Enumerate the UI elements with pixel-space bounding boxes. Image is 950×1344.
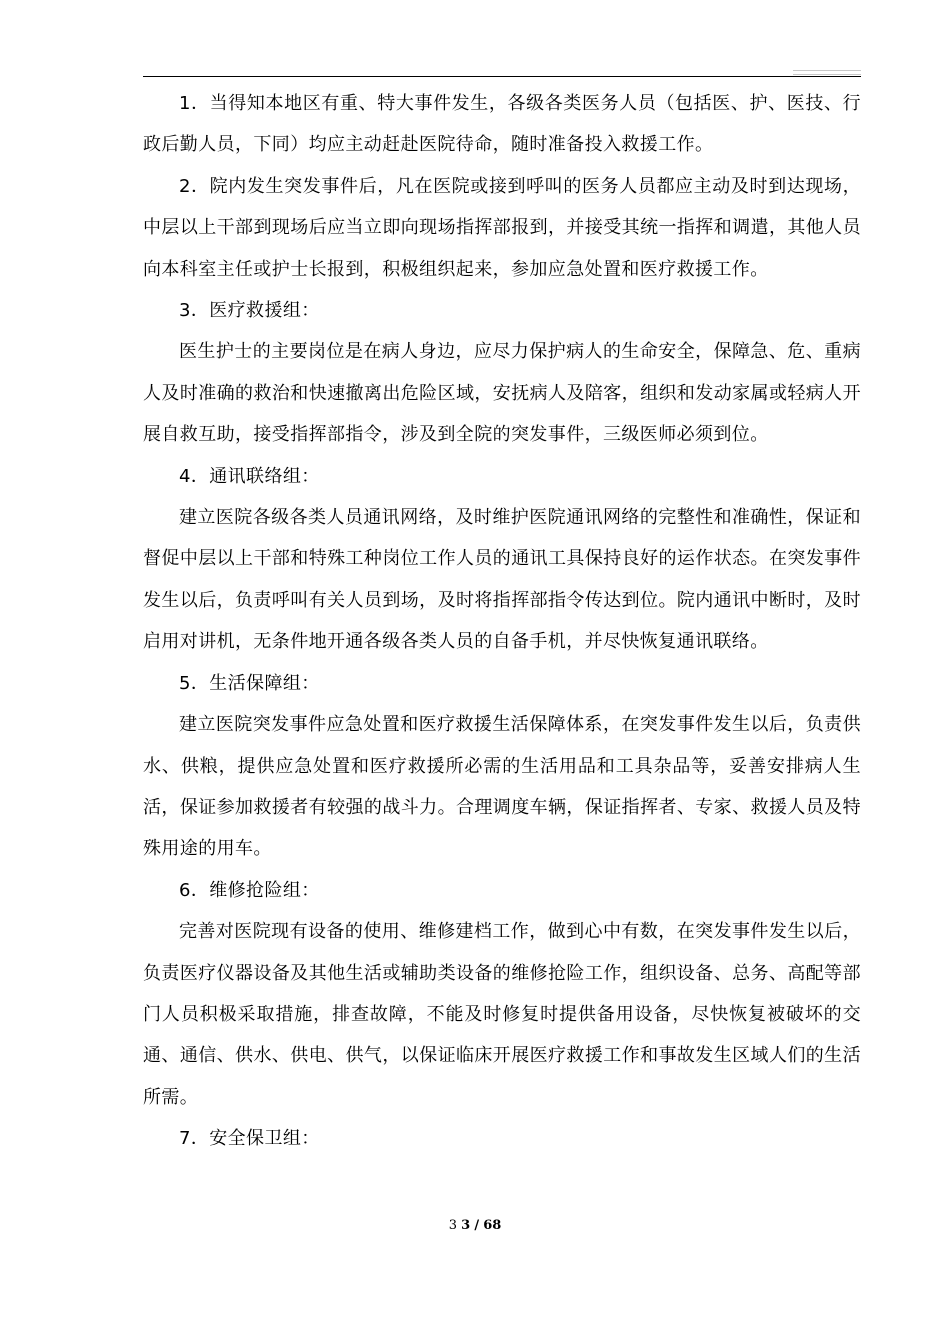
paragraph-communication: 建立医院各级各类人员通讯网络，及时维护医院通讯网络的完整性和准确性，保证和督促中层以上干部和特殊工种岗位工作人员的通讯工具保持良好的运作状态。在突发事件发生以后，负责呼叫有关人员到场，及时将指挥部指令传达到位。院内通讯中断时，及时启用对讲机，无条件地开通各级各类人员的自备手机，并尽快恢复通讯联络。 [143, 507, 861, 653]
heading-maintenance-group: 6．维修抢险组： [179, 879, 320, 901]
page-number [0, 1218, 950, 1234]
paragraph-maintenance: 完善对医院现有设备的使用、维修建档工作，做到心中有数，在突发事件发生以后，负责医疗仪器设备及其他生活或辅助类设备的维修抢险工作，组织设备、总务、高配等部门人员积极采取措施，排查故障，不能及时修复时提供备用设备，尽快恢复被破坏的交通、通信、供水、供电、供气，以保证临床开展医疗救援工作和事故发生区域人们的生活所需。 [143, 921, 861, 1108]
heading-logistics-group: 5．生活保障组： [179, 672, 320, 694]
header-rule [143, 76, 861, 77]
page-total: 68 [483, 1218, 502, 1233]
heading-communication-group: 4．通讯联络组： [179, 465, 320, 487]
paragraph-onsite-report: 2．院内发生突发事件后，凡在医院或接到呼叫的医务人员都应主动及时到达现场，中层以上干部到现场后应当立即向现场指挥部报到，并接受其统一指挥和调遣，其他人员向本科室主任或护士长报到，积极组织起来，参加应急处置和医疗救援工作。 [143, 175, 861, 280]
heading-security-group: 7．安全保卫组： [179, 1128, 320, 1150]
paragraph-logistics: 建立医院突发事件应急处置和医疗救援生活保障体系，在突发事件发生以后，负责供水、供粮，提供应急处置和医疗救援所必需的生活用品和工具杂品等，妥善安排病人生活，保证参加救援者有较强的战斗力。合理调度车辆，保证指挥者、专家、救援人员及特殊用途的用车。 [143, 714, 861, 860]
heading-medical-rescue-group: 3．医疗救援组： [179, 300, 320, 322]
page-separator: / [474, 1218, 480, 1233]
paragraph-arrival: 1．当得知本地区有重、特大事件发生，各级各类医务人员（包括医、护、医技、行政后勤人员，下同）均应主动赶赴医院待命，随时准备投入救援工作。 [143, 93, 861, 156]
header-decoration [793, 70, 861, 75]
page-prefix: 3 [448, 1218, 457, 1233]
page-body [143, 83, 861, 1160]
page-current: 3 [461, 1218, 471, 1233]
paragraph-medical-rescue: 医生护士的主要岗位是在病人身边，应尽力保护病人的生命安全，保障急、危、重病人及时准确的救治和快速撤离出危险区域，安抚病人及陪客，组织和发动家属或轻病人开展自救互助，接受指挥部指令，涉及到全院的突发事件，三级医师必须到位。 [143, 341, 861, 446]
